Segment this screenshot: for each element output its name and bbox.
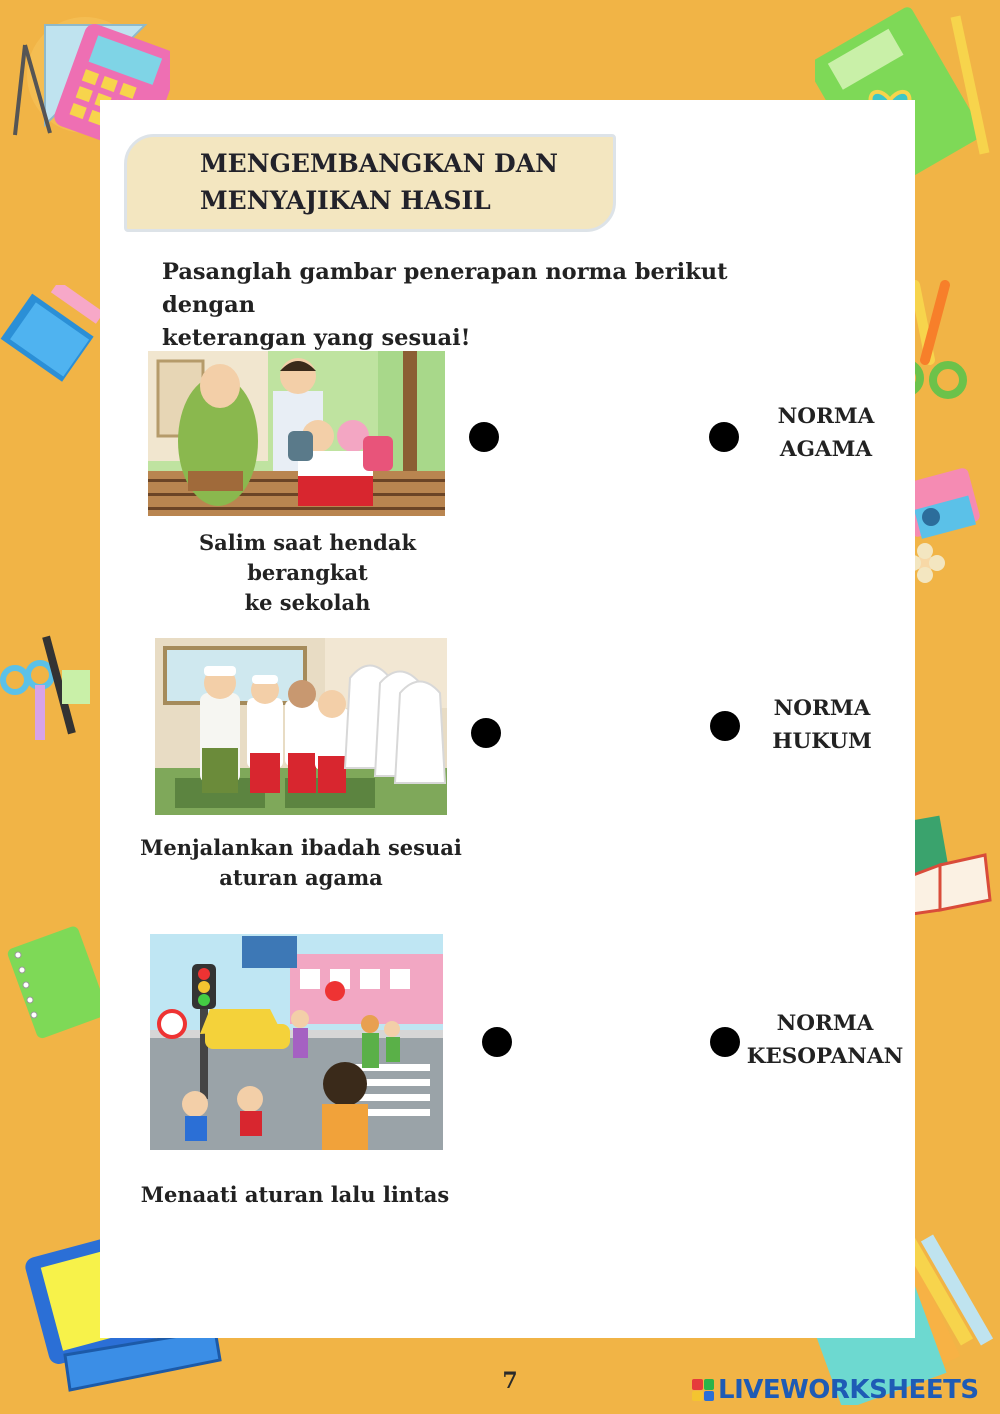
page-title-line2: MENYAJIKAN HASIL: [200, 186, 491, 215]
caption-lalu-lintas: [140, 1180, 450, 1210]
norm-hukum-line1: NORMA: [773, 696, 871, 721]
match-dot-right-3[interactable]: [710, 1027, 740, 1057]
match-dot-left-1[interactable]: [469, 422, 499, 452]
salim-picture: [148, 351, 445, 516]
norm-hukum-line2: HUKUM: [772, 729, 872, 754]
caption-ibadah-line1: Menjalankan ibadah sesuai: [140, 835, 462, 860]
caption-salim-line2: ke sekolah: [244, 590, 371, 615]
liveworksheets-logo-icon: [692, 1379, 714, 1401]
match-dot-left-2[interactable]: [471, 718, 501, 748]
page-title-line1: MENGEMBANGKAN DAN: [200, 149, 558, 178]
norm-kesopanan-line2: KESOPANAN: [746, 1044, 904, 1069]
liveworksheets-brand[interactable]: [692, 1374, 979, 1406]
caption-salim: [140, 528, 475, 618]
caption-ibadah-line2: aturan agama: [219, 865, 383, 890]
norm-agama-line2: AGAMA: [779, 437, 873, 462]
caption-salim-line1: Salim saat hendak berangkat: [198, 530, 417, 585]
caption-lalu-lintas-line1: Menaati aturan lalu lintas: [140, 1182, 450, 1207]
spiral-notebook-icon: [0, 915, 115, 1040]
norm-label-agama: [752, 400, 900, 466]
page-number: 7: [502, 1368, 518, 1394]
books-icon: [0, 285, 110, 395]
instruction-line2: keterangan yang sesuai!: [162, 325, 471, 351]
match-dot-left-3[interactable]: [482, 1027, 512, 1057]
norm-kesopanan-line1: NORMA: [776, 1011, 874, 1036]
brand-name: LIVEWORKSHEETS: [718, 1375, 979, 1405]
norm-label-kesopanan: [740, 1007, 910, 1073]
norm-agama-line1: NORMA: [777, 404, 875, 429]
instruction-text: [162, 256, 822, 355]
caption-ibadah: [140, 833, 462, 893]
ibadah-picture: [155, 638, 447, 815]
art-supplies-icon: [0, 630, 95, 750]
page-title: [200, 145, 600, 219]
norm-label-hukum: [748, 692, 896, 758]
lalu-lintas-picture: [150, 934, 443, 1150]
instruction-line1: Pasanglah gambar penerapan norma berikut dengan: [162, 259, 728, 318]
match-dot-right-2[interactable]: [710, 711, 740, 741]
match-dot-right-1[interactable]: [709, 422, 739, 452]
